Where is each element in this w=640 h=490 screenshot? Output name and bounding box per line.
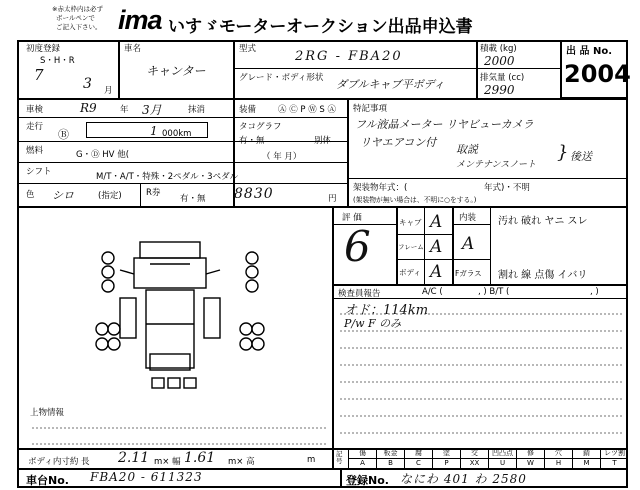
- color-value: シロ: [52, 189, 74, 202]
- form-title: いすゞモーターオークション出品申込書: [168, 17, 473, 37]
- upper-info-label: 上物情報: [30, 408, 65, 418]
- fuel-label: 燃料: [26, 146, 44, 156]
- capacity-label: 積載 (kg): [480, 44, 517, 54]
- legend-bottom: H: [545, 458, 572, 468]
- equipment-options: Ⓐ Ⓒ P Ⓦ S Ⓐ: [278, 105, 337, 115]
- model-label: 型式: [239, 44, 257, 54]
- mileage-label: 走行: [26, 122, 44, 132]
- exhibit-no-label: 出 品 No.: [566, 46, 613, 57]
- fuel-options: G・Ⓓ HV 他(: [76, 150, 130, 160]
- reg-value: なにわ 401 わ 2580: [400, 472, 527, 486]
- interior-label: 内装: [459, 213, 477, 223]
- legend-bottom: XX: [461, 458, 488, 468]
- legend-cell: [488, 449, 516, 468]
- notes-line-2: リヤエアコン付: [360, 136, 437, 149]
- upper-info-lines: [28, 418, 328, 450]
- color-designated: (指定): [98, 191, 122, 201]
- frame-value: A: [430, 237, 443, 257]
- inspector-label: 検査員報告: [338, 289, 381, 299]
- legend-bottom: T: [601, 458, 628, 468]
- mileage-box: [86, 122, 208, 138]
- reg-label: 登録No.: [346, 474, 389, 487]
- ac-label: A/C (: [422, 287, 443, 297]
- inspection-year-unit: 年: [120, 105, 129, 115]
- legend-cell: [376, 449, 404, 468]
- ima-logo: ima: [118, 5, 162, 35]
- displacement-value: 2990: [484, 83, 515, 97]
- rack-year-label: 架装物年式：(: [353, 183, 408, 193]
- legend-top: 穴: [555, 449, 562, 457]
- ac-close: , ) B/T (: [478, 287, 510, 297]
- displacement-label: 排気量 (cc): [480, 73, 525, 83]
- truck-diagram: [90, 234, 270, 394]
- bt-close: , ): [590, 287, 599, 297]
- car-name-label: 車名: [124, 44, 142, 54]
- tacho-separate: 別体: [314, 136, 332, 146]
- first-reg-label: 初度登録: [26, 44, 61, 54]
- legend-top: 腐: [415, 449, 422, 457]
- shift-options: M/T・A/T・特殊・2ペダル・3ペダル: [96, 172, 239, 182]
- chassis-value: FBA20 - 611323: [90, 470, 203, 484]
- tacho-label: タコグラフ: [239, 122, 282, 132]
- legend-cell: [404, 449, 432, 468]
- legend-bottom: W: [517, 458, 544, 468]
- notes-line-5: 後送: [570, 150, 592, 163]
- grade-label: グレード・ボディ形状: [239, 73, 324, 83]
- recycle-value: 8830: [234, 186, 274, 202]
- legend-cell: [348, 449, 376, 468]
- recycle-unit: 円: [328, 194, 337, 204]
- inspection-delete: 抹消: [188, 105, 206, 115]
- legend-bottom: B: [377, 458, 404, 468]
- notes-line-1: フル液晶メーター リヤビューカメラ: [355, 118, 534, 131]
- meter-unit: m: [307, 455, 316, 465]
- legend-top: 修: [527, 449, 534, 457]
- legend-cell: [432, 449, 460, 468]
- inspection-month: 3月: [142, 103, 162, 117]
- legend-top: レツ割: [604, 449, 625, 457]
- exhibit-no-value: 2004: [564, 60, 631, 88]
- capacity-value: 2000: [484, 54, 515, 68]
- grade-value: ダブルキャブ平ボディ: [336, 78, 445, 91]
- first-reg-options: S・H・R: [40, 56, 75, 66]
- notice-line-2: ボールペンで: [56, 14, 95, 22]
- frame-label: フレーム: [398, 243, 424, 251]
- interior-value: A: [462, 234, 475, 254]
- car-name-value: キャンター: [146, 64, 206, 78]
- legend-top: 交: [471, 449, 478, 457]
- fglass-label: Fガラス: [455, 269, 482, 278]
- left-right-divider: [332, 208, 334, 448]
- report-lines: [336, 298, 626, 448]
- recycle-options: 有・無: [180, 194, 206, 204]
- cab-label: キャブ: [399, 218, 422, 227]
- mileage-value: 1: [150, 124, 158, 138]
- rack-year-suffix: 年式)・不明: [484, 183, 530, 193]
- legend-bottom: C: [405, 458, 432, 468]
- chassis-label: 車台No.: [26, 474, 69, 487]
- body-label: ボディ: [399, 268, 421, 277]
- equipment-label: 装備: [239, 105, 257, 115]
- legend-cell: [516, 449, 544, 468]
- tacho-options: 有・無: [239, 136, 265, 146]
- legend-cell: [572, 449, 600, 468]
- body-value: A: [430, 262, 443, 282]
- inspection-era: R9: [80, 101, 97, 115]
- body-width: 1.61: [184, 450, 216, 466]
- month-unit: 月: [104, 86, 113, 96]
- legend-title: 記号: [336, 450, 343, 465]
- first-reg-month: 3: [83, 76, 92, 92]
- report-line-2: P/w F のみ: [344, 317, 402, 330]
- legend-bottom: A: [349, 458, 376, 468]
- legend-bottom: M: [573, 458, 600, 468]
- height-label: m× 高: [228, 457, 255, 467]
- notes-line-3: 取説: [456, 143, 478, 156]
- notice-line-1: ※赤太枠内は必ず: [52, 5, 103, 13]
- notes-label: 特記事項: [353, 104, 388, 114]
- damage-legend: [348, 449, 628, 468]
- legend-cell: [600, 449, 628, 468]
- color-label: 色: [26, 190, 35, 200]
- report-line-1: オド：114km: [344, 303, 429, 318]
- dirty-line: 汚れ 破れ ヤニ スレ: [498, 216, 588, 227]
- legend-cell: [460, 449, 488, 468]
- legend-bottom: P: [433, 458, 460, 468]
- legend-top: 凹凸点: [492, 449, 513, 457]
- notice-line-3: ご記入下さい。: [56, 23, 102, 31]
- rack-note: (架装物が無い場合は、不明に○をする。): [353, 196, 477, 204]
- legend-top: 塗: [443, 449, 450, 457]
- legend-bottom: U: [489, 458, 516, 468]
- legend-top: 傷: [359, 449, 366, 457]
- mileage-option: Ⓑ: [58, 128, 69, 141]
- legend-top: 板金: [383, 449, 398, 457]
- inspection-label: 車検: [26, 105, 44, 115]
- body-length: 2.11: [118, 450, 150, 466]
- tacho-date: （ 年 月）: [262, 152, 302, 162]
- legend-cell: [544, 449, 572, 468]
- rating-label: 評 価: [342, 213, 362, 223]
- rating-value: 6: [344, 222, 371, 271]
- body-dim-label: ボディ内寸約 長: [28, 457, 90, 467]
- cab-value: A: [430, 212, 443, 232]
- width-label: m× 幅: [154, 457, 181, 467]
- notes-brace: }: [557, 142, 569, 163]
- glass-line: 割れ 線 点傷 イバリ: [498, 270, 588, 281]
- shift-label: シフト: [26, 167, 52, 177]
- mileage-unit: 000km: [162, 129, 192, 139]
- first-reg-year: 7: [34, 66, 44, 84]
- notes-line-4: メンテナンスノート: [456, 160, 537, 170]
- legend-top: 錆: [583, 449, 590, 457]
- recycle-label: R券: [146, 188, 161, 198]
- model-value: 2RG - FBA20: [295, 49, 403, 64]
